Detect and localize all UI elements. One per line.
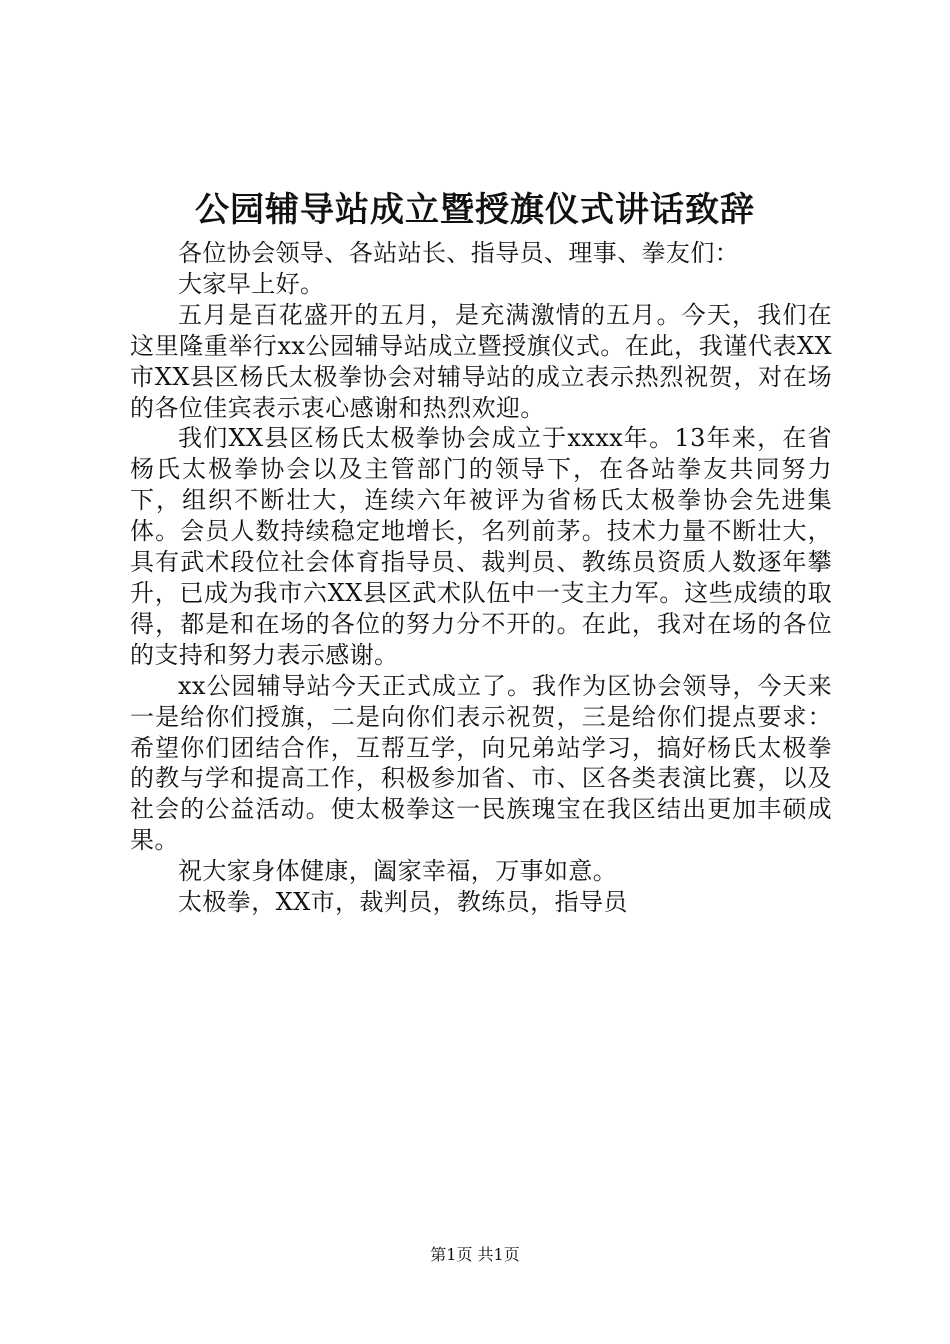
- document-body: [130, 238, 832, 918]
- paragraph-keywords: 太极拳，XX市，裁判员，教练员，指导员: [178, 888, 628, 917]
- document-title: 公园辅导站成立暨授旗仪式讲话致辞: [195, 190, 755, 230]
- page-number-footer: 第1页 共1页: [430, 1245, 520, 1264]
- paragraph-requirements: xx公园辅导站今天正式成立了。我作为区协会领导，今天来一是给你们授旗，二是向你们表示祝贺，三是给你们提点要求：希望你们团结合作，互帮互学，向兄弟站学习，搞好杨氏太极拳的教与学和提高工作，积极参加省、市、区各类表演比赛，以及社会的公益活动。使太极拳这一民族瑰宝在我区结出更加丰硕成果。: [130, 671, 832, 855]
- paragraph-salutation: 各位协会领导、各站站长、指导员、理事、拳友们：: [178, 239, 740, 267]
- paragraph-association-history: 我们XX县区杨氏太极拳协会成立于xxxx年。13年来，在省杨氏太极拳协会以及主管部门的领导下，在各站拳友共同努力下，组织不断壮大，连续六年被评为省杨氏太极拳协会先进集体。会员人数持续稳定地增长，名列前茅。技术力量不断壮大，具有武术段位社会体育指导员、裁判员、教练员资质人数逐年攀升，已成为我市六XX县区武术队伍中一支主力军。这些成绩的取得，都是和在场的各位的努力分不开的。在此，我对在场的各位的支持和努力表示感谢。: [130, 424, 832, 669]
- paragraph-greeting: 大家早上好。: [178, 269, 325, 298]
- paragraph-wishes: 祝大家身体健康，阖家幸福，万事如意。: [178, 857, 618, 886]
- paragraph-opening: 五月是百花盛开的五月，是充满激情的五月。今天，我们在这里隆重举行xx公园辅导站成立暨授旗仪式。在此，我谨代表XX市XX县区杨氏太极拳协会对辅导站的成立表示热烈祝贺，对在场的各位佳宾表示衷心感谢和热烈欢迎。: [130, 300, 832, 422]
